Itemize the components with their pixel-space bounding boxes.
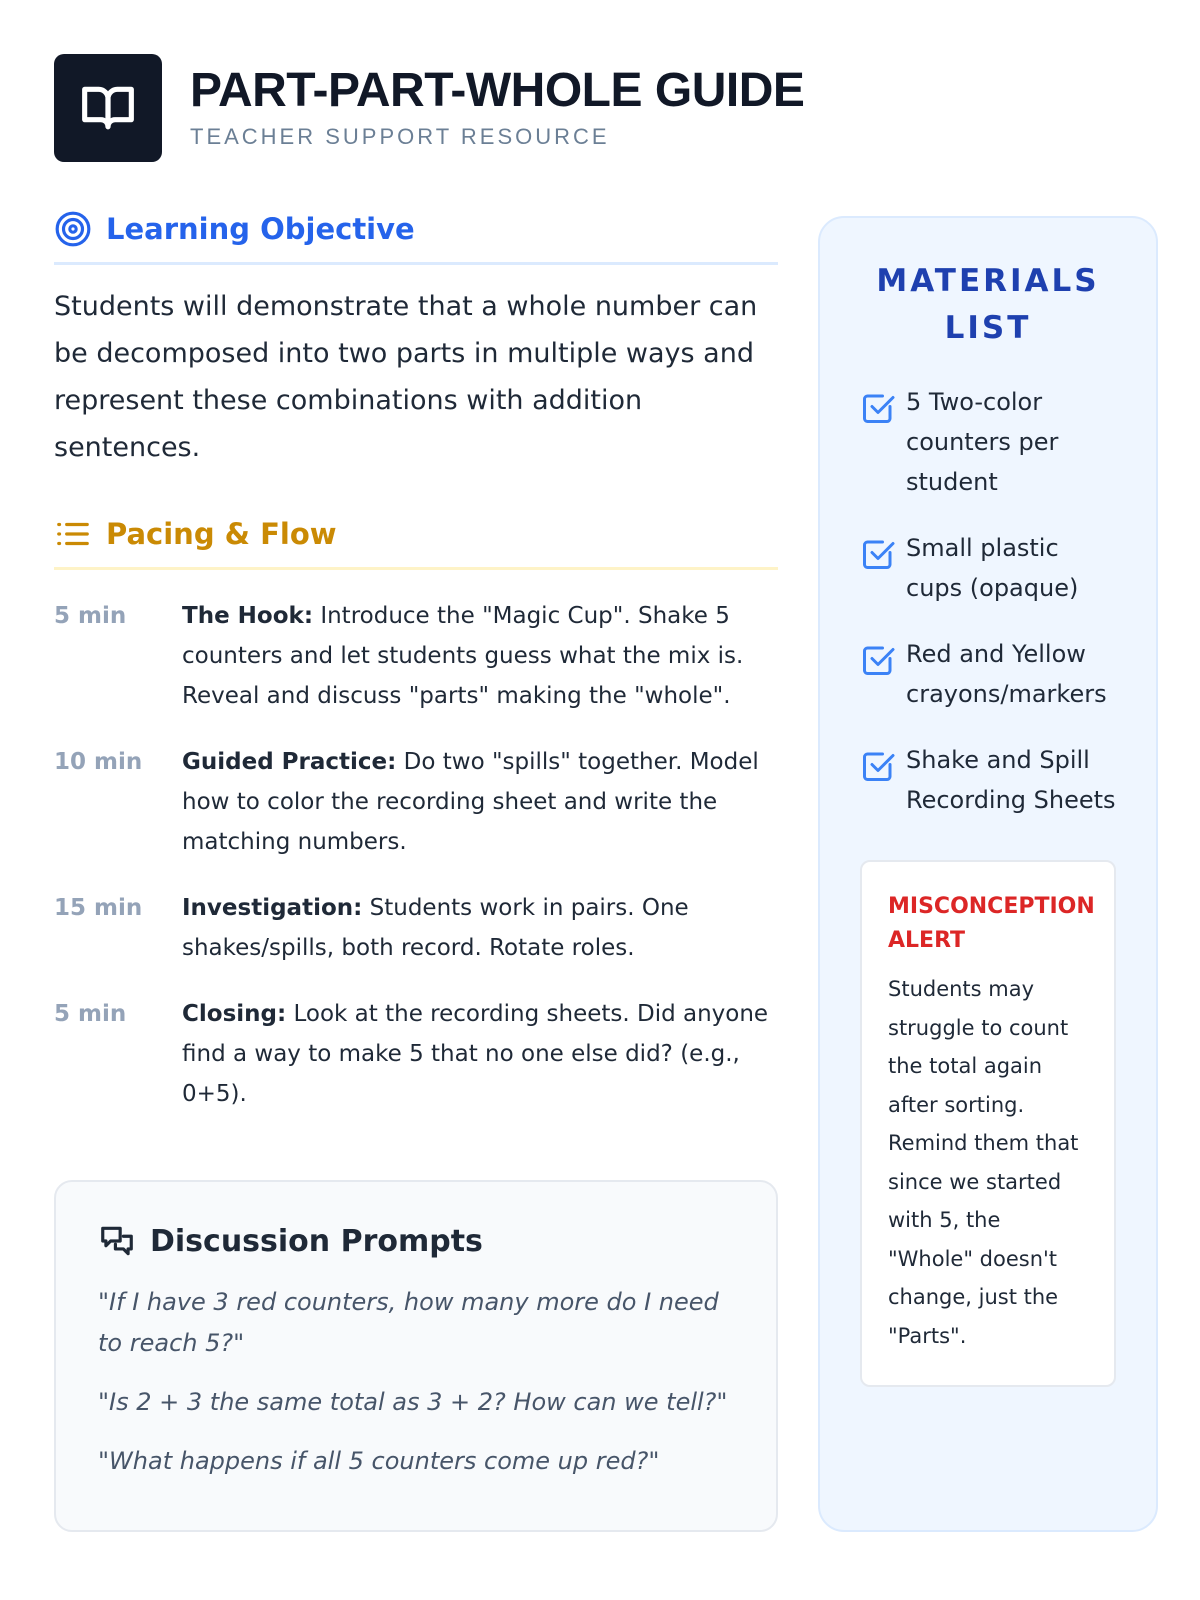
materials-list xyxy=(860,382,1116,820)
checkbox-checked-icon xyxy=(860,390,896,426)
main-column xyxy=(54,210,778,1140)
discussion-prompts-card xyxy=(54,1180,778,1532)
checkbox-checked-icon xyxy=(860,536,896,572)
materials-item xyxy=(860,382,1116,502)
logo-badge xyxy=(54,54,162,162)
materials-heading: MATERIALS LIST xyxy=(876,263,1100,346)
pacing-row xyxy=(54,596,778,716)
pacing-time: 15 min xyxy=(54,895,143,921)
pacing-row xyxy=(54,742,778,862)
alert-text: Students may struggle to count the total again after sorting. Remind them that since we started with 5, the "Whole" doesn't change, just the "Parts". xyxy=(888,977,1079,1348)
page-header xyxy=(54,54,804,162)
pacing-text: Students work in pairs. One shakes/spills, both record. Rotate roles. xyxy=(182,895,689,961)
header-titles xyxy=(190,63,805,150)
materials-item-text: Red and Yellow crayons/markers xyxy=(906,640,1107,708)
pacing-heading xyxy=(54,515,778,570)
materials-item xyxy=(860,740,1116,820)
chat-bubbles-icon xyxy=(98,1222,136,1260)
pacing-description xyxy=(182,888,778,968)
pacing-text: Look at the recording sheets. Did anyone find a way to make 5 that no one else did? (e.g., 0+5). xyxy=(182,1001,769,1107)
pacing-text: Do two "spills" together. Model how to color the recording sheet and write the matching numbers. xyxy=(182,749,759,855)
pacing-description xyxy=(182,994,778,1114)
pacing-list xyxy=(54,596,778,1114)
objective-text: Students will demonstrate that a whole number can be decomposed into two parts in multiple ways and represent these combinations with addition sentences. xyxy=(54,291,758,463)
discussion-prompt: "Is 2 + 3 the same total as 3 + 2? How can we tell?" xyxy=(98,1388,728,1416)
discussion-heading-text: Discussion Prompts xyxy=(150,1223,483,1259)
pacing-label: Closing: xyxy=(182,1001,287,1027)
checkbox-checked-icon xyxy=(860,642,896,678)
pacing-label: The Hook: xyxy=(182,603,314,629)
page-subtitle: TEACHER SUPPORT RESOURCE xyxy=(190,124,610,150)
materials-item xyxy=(860,528,1116,608)
book-open-icon xyxy=(80,80,136,136)
list-icon xyxy=(54,515,92,553)
discussion-prompt: "If I have 3 red counters, how many more do I need to reach 5?" xyxy=(98,1288,719,1357)
target-icon xyxy=(54,210,92,248)
pacing-description xyxy=(182,596,778,716)
materials-item-text: Shake and Spill Recording Sheets xyxy=(906,746,1116,814)
materials-sidebar xyxy=(818,216,1158,1532)
pacing-label: Guided Practice: xyxy=(182,749,397,775)
alert-title: MISCONCEPTION ALERT xyxy=(888,894,1095,953)
materials-item-text: 5 Two-color counters per student xyxy=(906,388,1059,496)
pacing-row xyxy=(54,994,778,1114)
pacing-text: Introduce the "Magic Cup". Shake 5 counters and let students guess what the mix is. Reveal and discuss "parts" making the "whole". xyxy=(182,603,744,709)
pacing-heading-text: Pacing & Flow xyxy=(106,517,337,551)
checkbox-checked-icon xyxy=(860,748,896,784)
objective-heading-text: Learning Objective xyxy=(106,212,415,246)
pacing-time: 5 min xyxy=(54,603,127,629)
pacing-description xyxy=(182,742,778,862)
discussion-heading xyxy=(98,1222,734,1260)
pacing-row xyxy=(54,888,778,968)
materials-item-text: Small plastic cups (opaque) xyxy=(906,534,1079,602)
pacing-label: Investigation: xyxy=(182,895,363,921)
pacing-time: 5 min xyxy=(54,1001,127,1027)
materials-item xyxy=(860,634,1116,714)
discussion-prompt: "What happens if all 5 counters come up red?" xyxy=(98,1447,660,1475)
page-title: PART-PART-WHOLE GUIDE xyxy=(190,63,805,117)
misconception-alert xyxy=(860,860,1116,1387)
objective-heading xyxy=(54,210,778,265)
pacing-time: 10 min xyxy=(54,749,143,775)
